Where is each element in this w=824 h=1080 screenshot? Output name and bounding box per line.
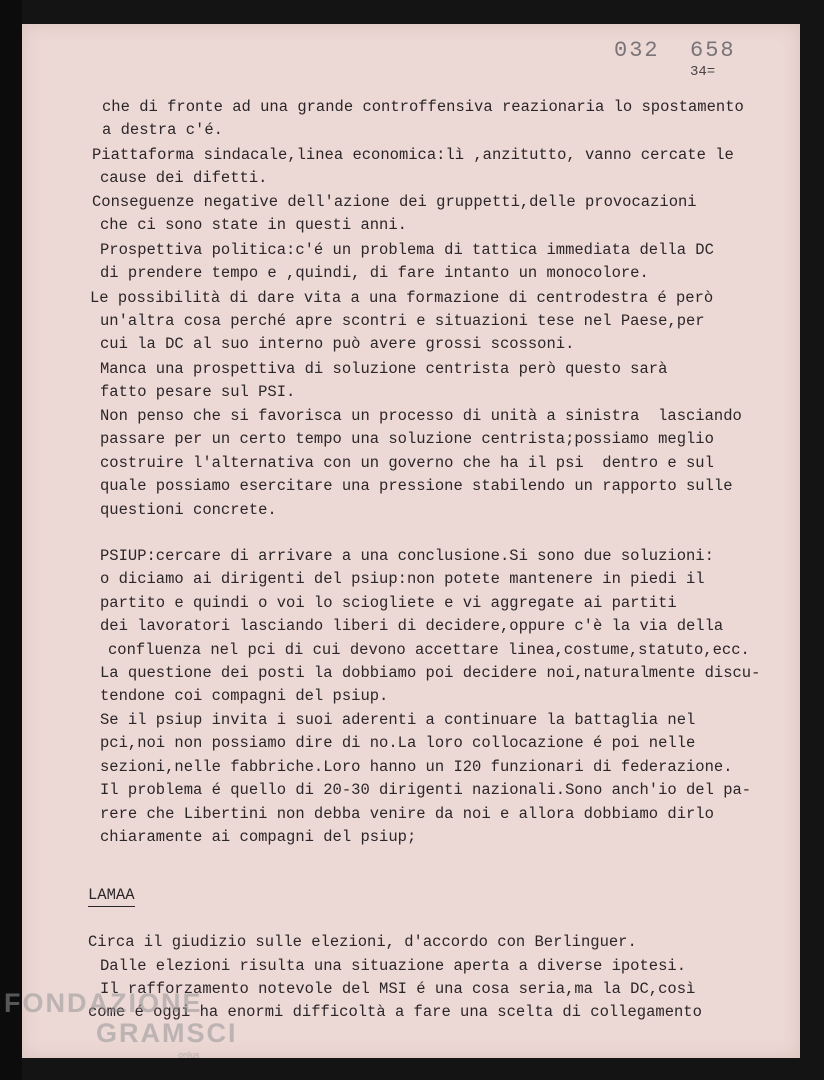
text-line: che di fronte ad una grande controffensiva reazionaria lo spostamento	[102, 98, 744, 116]
fondazione-gramsci-watermark	[4, 988, 238, 1048]
text-line: questioni concrete.	[100, 501, 277, 519]
typewritten-page	[22, 24, 800, 1058]
text-line: quale possiamo esercitare una pressione stabilendo un rapporto sulle	[100, 477, 733, 495]
text-line: che ci sono state in questi anni.	[100, 216, 407, 234]
text-line: Dalle elezioni risulta una situazione aperta a diverse ipotesi.	[100, 957, 686, 975]
text-line: un'altra cosa perché apre scontri e situazioni tese nel Paese,per	[100, 312, 705, 330]
text-line: Prospettiva politica:c'é un problema di tattica immediata della DC	[100, 241, 714, 259]
text-line: pci,noi non possiamo dire di no.La loro collocazione é poi nelle	[100, 734, 696, 752]
text-line: a destra c'é.	[102, 121, 223, 139]
text-line: Le possibilità di dare vita a una formazione di centrodestra é però	[90, 289, 714, 307]
section-heading-lamaa: LAMAA	[88, 886, 135, 907]
text-line: rere che Libertini non debba venire da noi e allora dobbiamo dirlo	[100, 805, 714, 823]
text-line: di prendere tempo e ,quindi, di fare intanto un monocolore.	[100, 264, 649, 282]
binder-edge	[0, 0, 22, 1080]
watermark-onlus: onlus	[178, 1050, 200, 1060]
text-line: Conseguenze negative dell'azione dei gruppetti,delle provocazioni	[92, 193, 697, 211]
text-line: La questione dei posti la dobbiamo poi decidere noi,naturalmente discu-	[100, 664, 761, 682]
watermark-line-2: GRAMSCI	[96, 1018, 238, 1048]
text-line: Il rafforzamento notevole del MSI é una cosa seria,ma la DC,così	[100, 980, 696, 998]
text-line: dei lavoratori lasciando liberi di decidere,oppure c'è la via della	[100, 617, 724, 635]
text-line: Il problema é quello di 20-30 dirigenti nazionali.Sono anch'io del pa-	[100, 781, 752, 799]
text-line: cause dei difetti.	[100, 169, 268, 187]
text-line: Circa il giudizio sulle elezioni, d'accordo con Berlinguer.	[88, 933, 637, 951]
text-line: partito e quindi o voi lo sciogliete e vi aggregate ai partiti	[100, 594, 677, 612]
archive-page-number: 34=	[690, 64, 716, 80]
text-line: o diciamo ai dirigenti del psiup:non potete mantenere in piedi il	[100, 570, 705, 588]
text-line: tendone coi compagni del psiup.	[100, 687, 389, 705]
archive-number: 032 658	[614, 38, 736, 63]
text-line: Non penso che si favorisca un processo di unità a sinistra lasciando	[100, 407, 742, 425]
text-line: Se il psiup invita i suoi aderenti a continuare la battaglia nel	[100, 711, 696, 729]
text-line: Manca una prospettiva di soluzione centrista però questo sarà	[100, 360, 668, 378]
text-line: passare per un certo tempo una soluzione centrista;possiamo meglio	[100, 430, 714, 448]
text-line: confluenza nel pci di cui devono accettare linea,costume,statuto,ecc.	[108, 641, 750, 659]
text-line: fatto pesare sul PSI.	[100, 383, 296, 401]
text-line: costruire l'alternativa con un governo che ha il psi dentro e sul	[100, 454, 714, 472]
text-line: sezioni,nelle fabbriche.Loro hanno un I20 funzionari di federazione.	[100, 758, 733, 776]
watermark-line-1: FONDAZIONE	[4, 988, 203, 1018]
text-line: chiaramente ai compagni del psiup;	[100, 828, 417, 846]
text-line: Piattaforma sindacale,linea economica:lì ,anzitutto, vanno cercate le	[92, 146, 734, 164]
text-line: PSIUP:cercare di arrivare a una conclusione.Si sono due soluzioni:	[100, 547, 714, 565]
text-line: come é oggi ha enormi difficoltà a fare una scelta di collegamento	[88, 1003, 702, 1021]
text-line: cui la DC al suo interno può avere grossi scossoni.	[100, 335, 575, 353]
